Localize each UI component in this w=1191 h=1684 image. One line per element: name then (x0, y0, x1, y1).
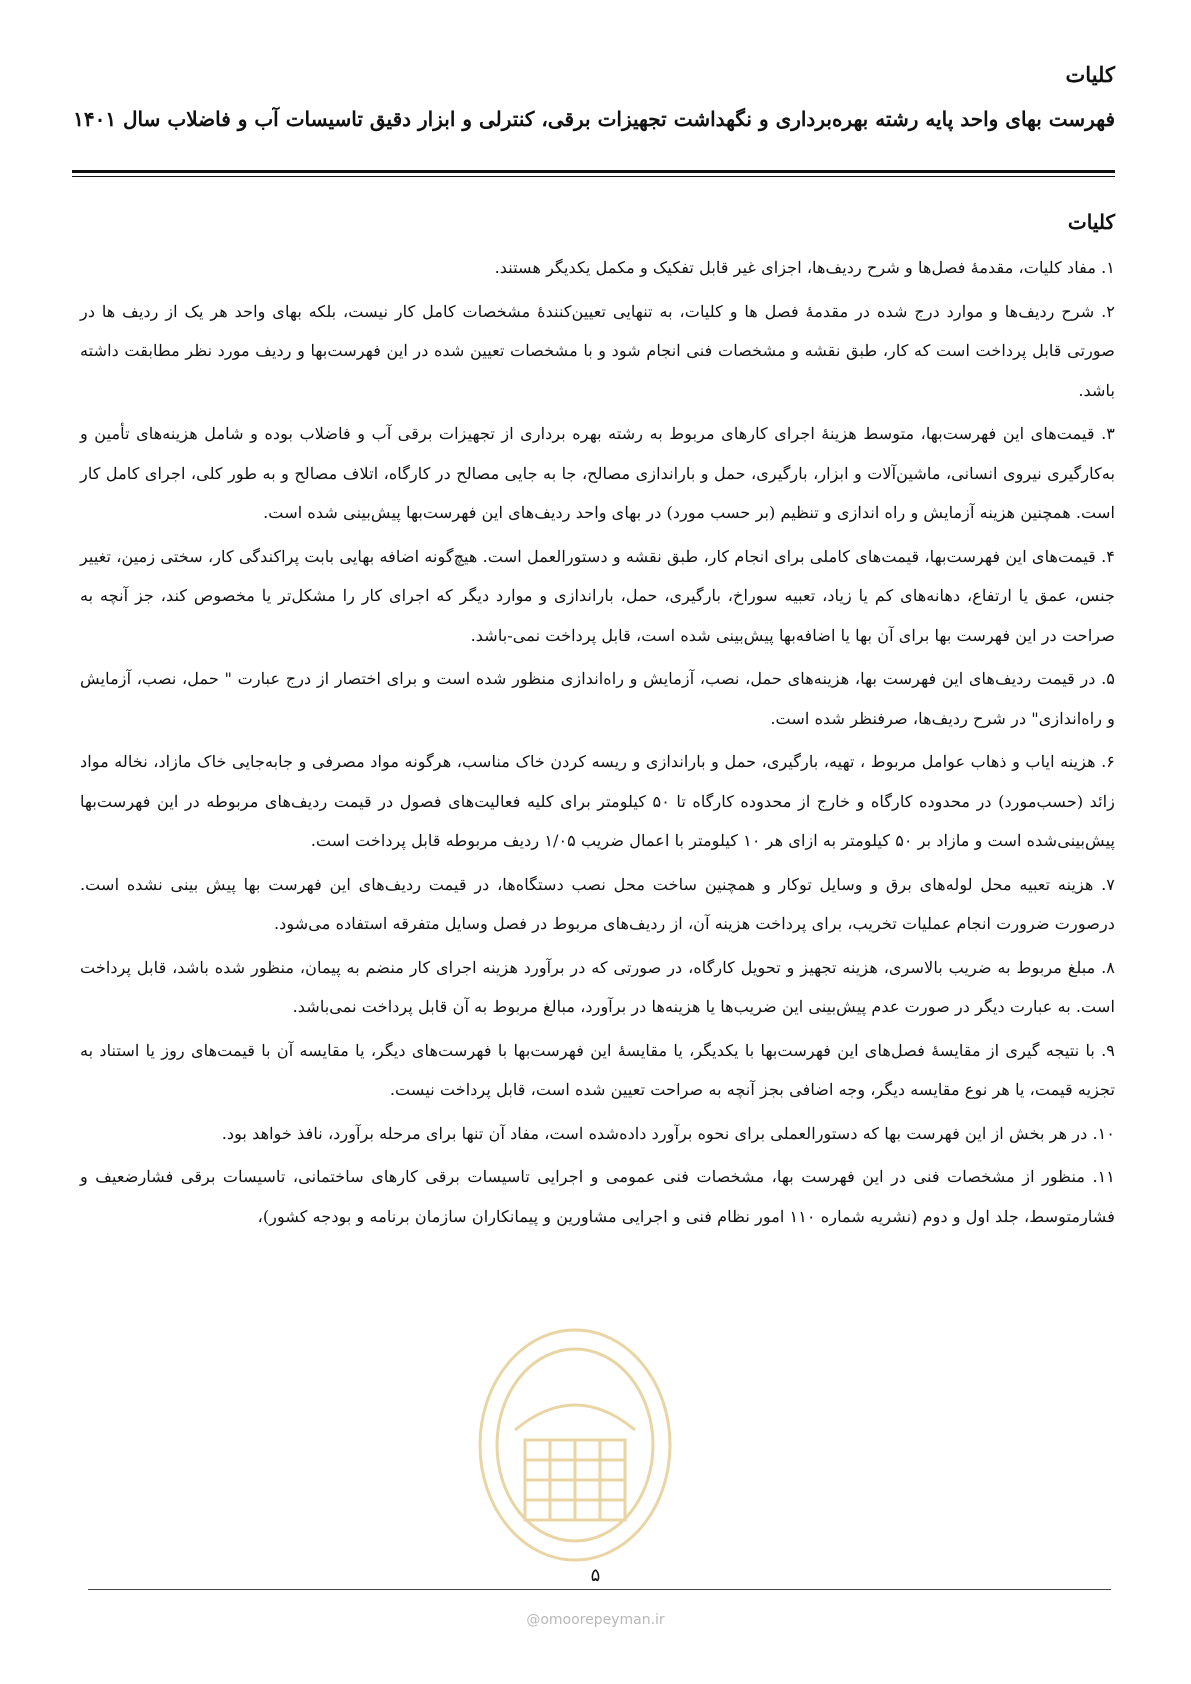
watermark-url: @omoorepeyman.ir (526, 1612, 665, 1628)
header-subtitle: فهرست بهای واحد پایه رشته بهره‌برداری و نگهداشت تجهیزات برقی، کنترلی و ابزار دقیق تاسیسات آب و فاضلاب سال ۱۴۰۱ (73, 107, 1115, 131)
paragraph-2: ۲. شرح ردیف‌ها و موارد درج شده در مقدمهٔ فصل ها و کلیات، به تنهایی تعیین‌کنندهٔ مشخصات کامل کار نیست، بلکه بهای واحد هر یک از ردیف ها در صورتی قابل پرداخت است که کار، طبق نقشه و مشخصات فنی انجام شود و با مشخصات تعیین شده در این فهرست‌بها و ردیف مورد نظر مطابقت داشته باشد. (80, 301, 1115, 400)
page-number: ۵ (590, 1565, 601, 1586)
paragraph-10: ۱۰. در هر بخش از این فهرست بها که دستورالعملی برای نحوه برآورد داده‌شده است، مفاد آن تنها برای مرحله برآورد، نافذ خواهد بود. (221, 1123, 1115, 1143)
paragraph-11: ۱۱. منظور از مشخصات فنی در این فهرست بها، مشخصات فنی عمومی و اجرایی تاسیسات برقی کارهای ساختمانی، تاسیسات برقی فشارضعیف و فشارمتوسط، جلد اول و دوم (نشریه شماره ۱۱۰ امور نظام فنی و اجرایی مشاورین و پیمانکاران سازمان برنامه و بودجه کشور)، (80, 1167, 1115, 1226)
paragraph-5: ۵. در قیمت ردیف‌های این فهرست بها، هزینه‌های حمل، نصب، آزمایش و راه‌اندازی منظور شده است و برای اختصار از درج عبارت " حمل، نصب، آزمایش و راه‌اندازی" در شرح ردیف‌ها، صرفنظر شده است. (80, 669, 1115, 728)
paragraph-9: ۹. با نتیجه گیری از مقایسهٔ فصل‌های این فهرست‌بها با یکدیگر، یا مقایسهٔ این فهرست‌بها با فهرست‌های دیگر، یا مقایسه آن با قیمت‌های روز یا استناد به تجزیه قیمت، یا هر نوع مقایسه دیگر، وجه اضافی بجز آنچه به صراحت تعیین شده است، قابل پرداخت نیست. (80, 1040, 1115, 1099)
paragraph-8: ۸. مبلغ مربوط به ضریب بالاسری، هزینه تجهیز و تحویل کارگاه، در صورتی که در برآورد هزینه اجرای کار منضم به پیمان، منظور شده باشد، قابل پرداخت است. به عبارت دیگر در صورت عدم پیش‌بینی این ضریب‌ها یا هزینه‌ها در برآورد، مبالغ مربوط به آن قابل پرداخت نمی‌باشد. (80, 957, 1115, 1016)
paragraph-3: ۳. قیمت‌های این فهرست‌بها، متوسط هزینهٔ اجرای کارهای مربوط به رشته بهره برداری از تجهیزات برقی آب و فاضلاب بوده و شامل هزینه‌های تأمین و به‌کارگیری نیروی انسانی، ماشین‌آلات و ابزار، بارگیری، حمل و باراندازی مصالح، جا به جایی مصالح در کارگاه، اتلاف مصالح و به طور کلی، اجرای کامل کار است. همچنین هزینه آزمایش و راه اندازی و تنظیم (بر حسب مورد) در بهای واحد ردیف‌های این فهرست‌بها پیش‌بینی شده است. (80, 424, 1115, 522)
paragraph-7: ۷. هزینه تعبیه محل لوله‌های برق و وسایل توکار و همچنین ساخت محل نصب دستگاه‌ها، در قیمت ردیف‌های این فهرست بها پیش بینی نشده است. درصورت ضرورت انجام عملیات تخریب، برای پرداخت هزینه آن، از ردیف‌های مربوط در فصل وسایل متفرقه استفاده می‌شود. (80, 874, 1115, 933)
body-content (80, 248, 1115, 1240)
watermark-seal-icon (470, 1320, 680, 1570)
section-title: کلیات (1067, 210, 1115, 234)
paragraph-1: ۱. مفاد کلیات، مقدمهٔ فصل‌ها و شرح ردیف‌ها، اجزای غیر قابل تفکیک و مکمل یکدیگر هستند. (494, 258, 1115, 277)
header-title: کلیات (1065, 62, 1115, 87)
paragraph-6: ۶. هزینه ایاب و ذهاب عوامل مربوط ، تهیه، بارگیری، حمل و باراندازی و ریسه کردن خاک مناسب، هرگونه مواد مصرفی و جابه‌جایی خاک مازاد، نخاله مواد زائد (حسب‌مورد) در محدوده کارگاه و خارج از محدوده کارگاه تا ۵۰ کیلومتر برای کلیه فعالیت‌های فصول در قیمت ردیف‌های مربوطه در این فهرست‌بها پیش‌بینی‌شده است و مازاد بر ۵۰ کیلومتر به ازای هر ۱۰ کیلومتر با اعمال ضریب ۱/۰۵ ردیف مربوطه قابل پرداخت است. (80, 752, 1115, 850)
footer-rule (88, 1589, 1111, 1590)
paragraph-4: ۴. قیمت‌های این فهرست‌بها، قیمت‌های کاملی برای انجام کار، طبق نقشه و دستورالعمل است. هیچ‌گونه اضافه بهایی بابت پراکندگی کار، سختی زمین، تغییر جنس، عمق یا ارتفاع، دهانه‌های کم یا زیاد، تعبیه سوراخ، بارگیری، حمل، باراندازی و موارد دیگر که اجرای کار را مشکل‌تر یا مخصوص کند، جز آنچه به صراحت در این فهرست بها برای آن بها یا اضافه‌بها پیش‌بینی شده است، قابل پرداخت نمی-باشد. (80, 546, 1115, 645)
header-rule-thick (72, 170, 1115, 173)
header-rule-thin (72, 176, 1115, 177)
